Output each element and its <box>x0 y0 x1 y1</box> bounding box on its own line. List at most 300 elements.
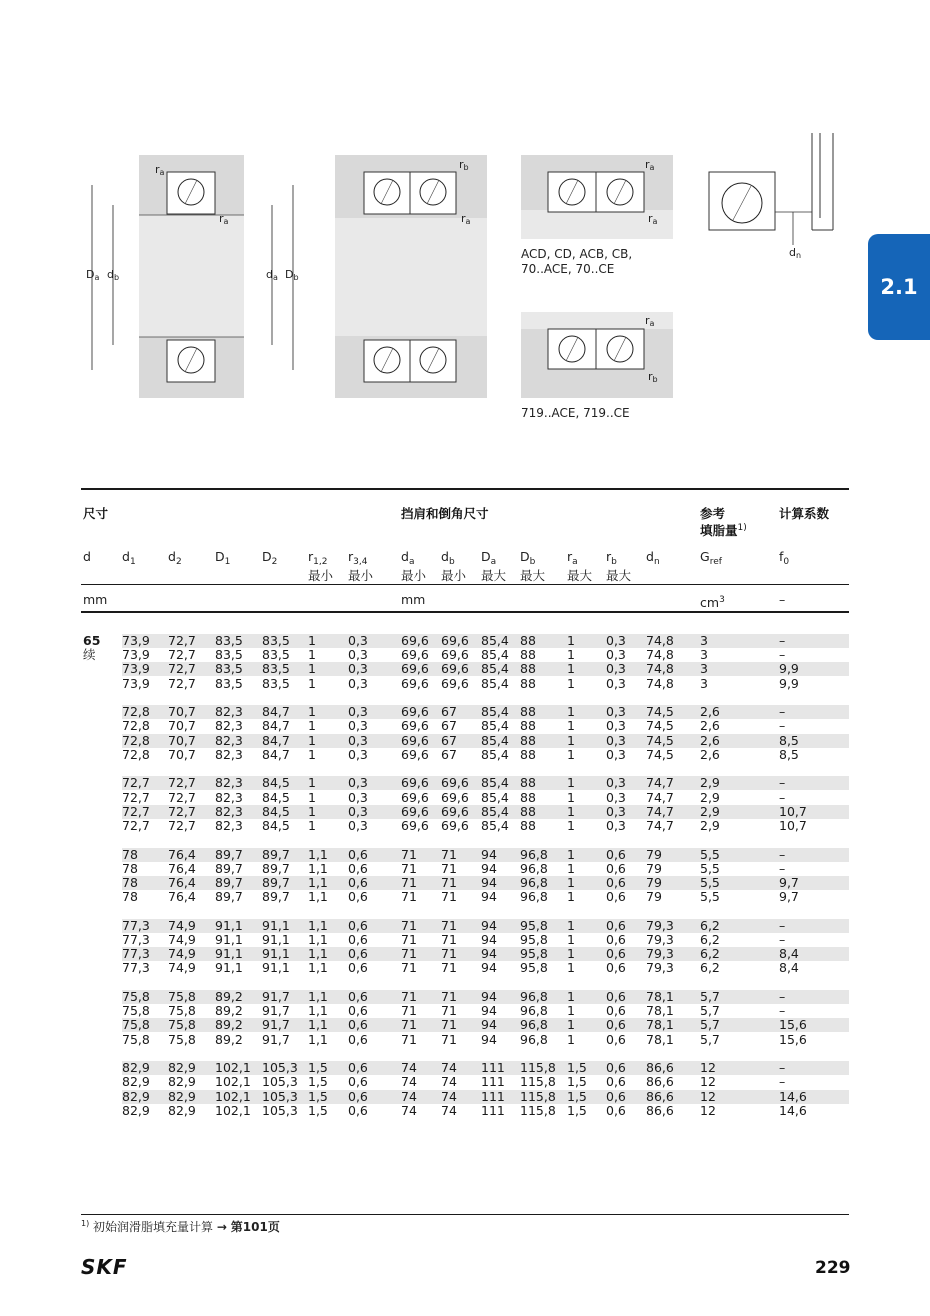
column-header-da: $d_a$ 最小 <box>401 549 427 583</box>
cell-ra: 1 <box>567 789 575 805</box>
cell-rb: 0,3 <box>606 704 626 720</box>
cell-Db: 95,8 <box>520 960 548 976</box>
cell-D2: 91,1 <box>262 932 290 947</box>
cell-d2: 72,7 <box>168 803 196 819</box>
cell-d1: 77,3 <box>122 932 150 947</box>
footnote-rule <box>81 1214 849 1215</box>
cell-dn: 79 <box>646 889 662 905</box>
cell-Db: 88 <box>520 647 536 663</box>
cell-D1: 91,1 <box>215 917 243 933</box>
cell-db: 71 <box>441 917 457 933</box>
cell-Gref: 2,9 <box>700 775 720 791</box>
cell-ra: 1 <box>567 917 575 933</box>
cell-da: 69,6 <box>401 647 429 663</box>
cell-da: 71 <box>401 860 417 876</box>
label-db: $d_b$ <box>107 268 120 282</box>
cell-d2: 75,8 <box>168 1003 196 1019</box>
footnote-page-link[interactable]: 第101页 <box>230 1220 280 1234</box>
cell-r12: 1,5 <box>308 1060 328 1076</box>
cell-D1: 89,7 <box>215 860 243 876</box>
cell-D1: 102,1 <box>215 1088 251 1104</box>
diagram-paired-bearings <box>335 155 487 398</box>
cell-Db: 88 <box>520 633 536 648</box>
cell-r34: 0,3 <box>348 675 368 691</box>
cell-r12: 1,1 <box>308 1003 328 1019</box>
label-ra-1: $r_a$ <box>155 163 165 177</box>
cell-rb: 0,3 <box>606 647 626 663</box>
cell-Da: 94 <box>481 889 497 905</box>
column-header-D2: $D_2$ <box>262 549 278 567</box>
cell-d1: 72,8 <box>122 718 150 734</box>
cell-D1: 82,3 <box>215 818 243 833</box>
cell-da: 74 <box>401 1074 417 1090</box>
cell-dn: 86,6 <box>646 1060 674 1076</box>
cell-da: 71 <box>401 875 417 890</box>
cell-Gref: 2,6 <box>700 732 720 748</box>
cell-D1: 82,3 <box>215 746 243 762</box>
cell-Gref: 5,5 <box>700 860 720 876</box>
cell-ra: 1 <box>567 675 575 691</box>
cell-r34: 0,6 <box>348 875 368 890</box>
cell-f0: – <box>779 1003 786 1019</box>
cell-da: 69,6 <box>401 704 429 720</box>
cell-d1: 73,9 <box>122 675 150 691</box>
cell-D2: 89,7 <box>262 889 290 905</box>
cell-d2: 70,7 <box>168 718 196 734</box>
cell-D2: 89,7 <box>262 860 290 876</box>
cell-Da: 111 <box>481 1102 505 1118</box>
cell-d2: 76,4 <box>168 846 196 862</box>
cell-Da: 94 <box>481 1017 497 1033</box>
cell-Db: 88 <box>520 818 536 833</box>
cell-ra: 1 <box>567 1031 575 1047</box>
cell-da: 71 <box>401 946 417 962</box>
cell-Gref: 6,2 <box>700 932 720 947</box>
cell-da: 69,6 <box>401 718 429 734</box>
cell-da: 69,6 <box>401 661 429 677</box>
cell-da: 71 <box>401 989 417 1004</box>
cell-d1: 72,7 <box>122 775 150 791</box>
cell-D2: 91,7 <box>262 1003 290 1019</box>
cell-rb: 0,6 <box>606 1017 626 1033</box>
header-abutment: 挡肩和倒角尺寸 <box>401 506 489 521</box>
cell-ra: 1 <box>567 818 575 833</box>
cell-Da: 85,4 <box>481 647 509 663</box>
cell-f0: – <box>779 775 786 791</box>
cell-da: 71 <box>401 1003 417 1019</box>
cell-f0: – <box>779 718 786 734</box>
cell-f0: 8,4 <box>779 946 799 962</box>
cell-ra: 1,5 <box>567 1088 587 1104</box>
cell-ra: 1 <box>567 647 575 663</box>
cell-r12: 1 <box>308 775 316 791</box>
cell-d2: 82,9 <box>168 1102 196 1118</box>
cell-dn: 74,7 <box>646 775 674 791</box>
column-header-db: $d_b$ 最小 <box>441 549 467 583</box>
cell-rb: 0,6 <box>606 846 626 862</box>
cell-r34: 0,6 <box>348 989 368 1004</box>
cell-D2: 84,5 <box>262 775 290 791</box>
cell-ra: 1 <box>567 875 575 890</box>
cell-dn: 78,1 <box>646 1017 674 1033</box>
cell-da: 69,6 <box>401 746 429 762</box>
cell-d2: 76,4 <box>168 889 196 905</box>
cell-Gref: 2,6 <box>700 704 720 720</box>
cell-dn: 79 <box>646 846 662 862</box>
cell-ra: 1 <box>567 732 575 748</box>
cell-Gref: 12 <box>700 1074 716 1090</box>
cell-r12: 1 <box>308 633 316 648</box>
cell-D2: 83,5 <box>262 633 290 648</box>
cell-db: 67 <box>441 732 457 748</box>
cell-Db: 88 <box>520 803 536 819</box>
cell-D1: 91,1 <box>215 960 243 976</box>
cell-da: 71 <box>401 1031 417 1047</box>
cell-db: 74 <box>441 1088 457 1104</box>
cell-Da: 94 <box>481 1003 497 1019</box>
cell-dn: 79,3 <box>646 960 674 976</box>
cell-f0: 14,6 <box>779 1102 807 1118</box>
cell-dn: 78,1 <box>646 1031 674 1047</box>
cell-d1: 78 <box>122 846 138 862</box>
diagram-dn-detail <box>709 133 833 245</box>
cell-d1: 72,7 <box>122 803 150 819</box>
cell-f0: 10,7 <box>779 818 807 833</box>
label-ra-2: $r_a$ <box>219 212 229 226</box>
cell-f0: 15,6 <box>779 1031 807 1047</box>
cell-Da: 111 <box>481 1060 505 1076</box>
cell-db: 71 <box>441 860 457 876</box>
cell-db: 69,6 <box>441 803 469 819</box>
cell-r34: 0,3 <box>348 718 368 734</box>
cell-D2: 105,3 <box>262 1102 298 1118</box>
cell-Da: 85,4 <box>481 732 509 748</box>
cell-Da: 94 <box>481 946 497 962</box>
cell-D1: 82,3 <box>215 704 243 720</box>
cell-f0: 14,6 <box>779 1088 807 1104</box>
cell-Gref: 6,2 <box>700 946 720 962</box>
cell-Da: 85,4 <box>481 718 509 734</box>
label-Db: $D_b$ <box>285 268 299 282</box>
cell-D1: 89,2 <box>215 1003 243 1019</box>
cell-dn: 79 <box>646 875 662 890</box>
cell-Gref: 6,2 <box>700 960 720 976</box>
cell-r34: 0,3 <box>348 732 368 748</box>
cell-Db: 96,8 <box>520 1003 548 1019</box>
cell-d1: 72,8 <box>122 732 150 748</box>
cell-r12: 1,1 <box>308 860 328 876</box>
cell-Gref: 5,5 <box>700 846 720 862</box>
cell-Da: 85,4 <box>481 661 509 677</box>
cell-D1: 82,3 <box>215 775 243 791</box>
cell-Db: 96,8 <box>520 989 548 1004</box>
cell-Da: 111 <box>481 1074 505 1090</box>
cell-ra: 1 <box>567 889 575 905</box>
cell-r12: 1,1 <box>308 932 328 947</box>
section-tab-badge[interactable]: 2.1 <box>868 234 930 340</box>
cell-d1: 73,9 <box>122 647 150 663</box>
cell-da: 69,6 <box>401 675 429 691</box>
cell-r34: 0,6 <box>348 889 368 905</box>
cell-dn: 74,5 <box>646 718 674 734</box>
column-header-d2: $d_2$ <box>168 549 182 567</box>
cell-dn: 74,8 <box>646 647 674 663</box>
cell-d2: 82,9 <box>168 1074 196 1090</box>
cell-f0: – <box>779 846 786 862</box>
cell-D2: 84,7 <box>262 746 290 762</box>
cell-D1: 83,5 <box>215 661 243 677</box>
cell-d2: 74,9 <box>168 932 196 947</box>
cell-Da: 94 <box>481 989 497 1004</box>
unit-mm-abut: mm <box>401 592 426 607</box>
cell-rb: 0,6 <box>606 1102 626 1118</box>
cell-D1: 89,2 <box>215 989 243 1004</box>
cell-D2: 91,7 <box>262 1031 290 1047</box>
cell-f0: 9,9 <box>779 661 799 677</box>
cell-Db: 115,8 <box>520 1102 556 1118</box>
cell-r12: 1 <box>308 675 316 691</box>
cell-Db: 88 <box>520 732 536 748</box>
cell-Gref: 2,9 <box>700 818 720 833</box>
label-da: $d_a$ <box>266 268 278 282</box>
cell-rb: 0,3 <box>606 803 626 819</box>
cell-ra: 1,5 <box>567 1060 587 1076</box>
cell-Db: 88 <box>520 675 536 691</box>
cell-dn: 74,5 <box>646 746 674 762</box>
label-ra-3: $r_a$ <box>461 212 471 226</box>
cell-db: 69,6 <box>441 661 469 677</box>
label-dn: $d_n$ <box>789 246 802 260</box>
cell-da: 71 <box>401 960 417 976</box>
cell-db: 71 <box>441 889 457 905</box>
cell-db: 69,6 <box>441 675 469 691</box>
cell-rb: 0,3 <box>606 718 626 734</box>
unit-factor: – <box>779 592 786 607</box>
cell-dn: 74,8 <box>646 633 674 648</box>
cell-rb: 0,6 <box>606 1003 626 1019</box>
cell-Da: 94 <box>481 932 497 947</box>
cell-da: 69,6 <box>401 775 429 791</box>
cell-db: 69,6 <box>441 647 469 663</box>
cell-da: 71 <box>401 889 417 905</box>
cell-Da: 85,4 <box>481 775 509 791</box>
cell-r34: 0,6 <box>348 946 368 962</box>
cell-f0: – <box>779 789 786 805</box>
cell-dn: 74,8 <box>646 675 674 691</box>
cell-r34: 0,6 <box>348 1088 368 1104</box>
cell-D2: 84,5 <box>262 803 290 819</box>
cell-db: 67 <box>441 718 457 734</box>
cell-r34: 0,3 <box>348 704 368 720</box>
cell-r12: 1,1 <box>308 989 328 1004</box>
cell-dn: 74,5 <box>646 704 674 720</box>
bore-d-value: 65 <box>83 633 101 648</box>
cell-f0: 15,6 <box>779 1017 807 1033</box>
cell-d2: 82,9 <box>168 1088 196 1104</box>
cell-r12: 1 <box>308 803 316 819</box>
cell-f0: 8,5 <box>779 746 799 762</box>
cell-r34: 0,6 <box>348 917 368 933</box>
cell-D1: 82,3 <box>215 732 243 748</box>
cell-d2: 76,4 <box>168 860 196 876</box>
cell-r12: 1 <box>308 647 316 663</box>
cell-db: 67 <box>441 746 457 762</box>
cell-D2: 84,5 <box>262 818 290 833</box>
header-mid-rule <box>81 584 849 585</box>
cell-ra: 1 <box>567 1017 575 1033</box>
cell-Gref: 3 <box>700 633 708 648</box>
cell-ra: 1 <box>567 989 575 1004</box>
cell-f0: 9,9 <box>779 675 799 691</box>
cell-d1: 72,8 <box>122 746 150 762</box>
cell-d1: 72,7 <box>122 789 150 805</box>
cell-r12: 1,1 <box>308 1031 328 1047</box>
cell-D2: 91,1 <box>262 946 290 962</box>
label-ra-6: $r_a$ <box>645 314 655 328</box>
cell-Gref: 3 <box>700 647 708 663</box>
cell-r12: 1,1 <box>308 875 328 890</box>
table-top-rule <box>81 488 849 490</box>
cell-da: 69,6 <box>401 732 429 748</box>
cell-Gref: 5,7 <box>700 989 720 1004</box>
cell-Gref: 5,7 <box>700 1003 720 1019</box>
cell-dn: 78,1 <box>646 1003 674 1019</box>
cell-d1: 75,8 <box>122 1017 150 1033</box>
footnote: $^{1)}$ 初始润滑脂填充量计算 → 第101页 <box>81 1219 280 1234</box>
cell-db: 71 <box>441 1003 457 1019</box>
cell-da: 71 <box>401 932 417 947</box>
cell-ra: 1 <box>567 946 575 962</box>
cell-D1: 102,1 <box>215 1074 251 1090</box>
cell-r12: 1,5 <box>308 1088 328 1104</box>
cell-r34: 0,3 <box>348 789 368 805</box>
cell-D1: 91,1 <box>215 946 243 962</box>
cell-f0: 9,7 <box>779 889 799 905</box>
cell-D1: 91,1 <box>215 932 243 947</box>
cell-r34: 0,6 <box>348 1060 368 1076</box>
cell-Gref: 5,7 <box>700 1031 720 1047</box>
cell-r34: 0,6 <box>348 932 368 947</box>
cell-r12: 1 <box>308 704 316 720</box>
cell-r12: 1 <box>308 746 316 762</box>
cell-f0: 8,4 <box>779 960 799 976</box>
skf-logo: SKF <box>81 1255 128 1279</box>
cell-dn: 86,6 <box>646 1074 674 1090</box>
cell-Da: 94 <box>481 960 497 976</box>
cell-Db: 95,8 <box>520 917 548 933</box>
cell-d1: 72,8 <box>122 704 150 720</box>
cell-D1: 89,7 <box>215 846 243 862</box>
cell-Da: 85,4 <box>481 789 509 805</box>
cell-da: 74 <box>401 1060 417 1076</box>
cell-r12: 1 <box>308 789 316 805</box>
label-ra-4: $r_a$ <box>645 158 655 172</box>
cell-D1: 82,3 <box>215 789 243 805</box>
cell-f0: – <box>779 932 786 947</box>
cell-Db: 115,8 <box>520 1060 556 1076</box>
cell-rb: 0,3 <box>606 818 626 833</box>
cell-r12: 1,1 <box>308 917 328 933</box>
cell-Db: 88 <box>520 789 536 805</box>
cell-rb: 0,6 <box>606 1088 626 1104</box>
cell-da: 74 <box>401 1102 417 1118</box>
cell-Da: 94 <box>481 917 497 933</box>
column-header-r34: $r_{3,4}$ 最小 <box>348 549 374 583</box>
cell-Gref: 6,2 <box>700 917 720 933</box>
cell-r34: 0,3 <box>348 647 368 663</box>
cell-da: 69,6 <box>401 789 429 805</box>
cell-r34: 0,6 <box>348 846 368 862</box>
arrow-right-icon: → <box>216 1220 227 1234</box>
column-header-d: d <box>83 549 91 564</box>
cell-d1: 75,8 <box>122 1003 150 1019</box>
column-header-f0: $f_0$ <box>779 549 790 567</box>
cell-Db: 96,8 <box>520 1017 548 1033</box>
cell-d2: 76,4 <box>168 875 196 890</box>
header-bottom-rule <box>81 611 849 613</box>
cell-ra: 1 <box>567 860 575 876</box>
cell-ra: 1 <box>567 932 575 947</box>
cell-d2: 72,7 <box>168 633 196 648</box>
cell-d2: 75,8 <box>168 989 196 1004</box>
cell-Da: 94 <box>481 846 497 862</box>
unit-cm3: $cm^3$ <box>700 595 725 610</box>
cell-dn: 74,7 <box>646 789 674 805</box>
cell-r12: 1,1 <box>308 1017 328 1033</box>
cell-rb: 0,3 <box>606 661 626 677</box>
cell-D1: 82,3 <box>215 718 243 734</box>
cell-rb: 0,3 <box>606 746 626 762</box>
cell-D1: 82,3 <box>215 803 243 819</box>
cell-f0: – <box>779 704 786 720</box>
cell-d1: 77,3 <box>122 946 150 962</box>
cell-D1: 102,1 <box>215 1102 251 1118</box>
cell-db: 69,6 <box>441 775 469 791</box>
cell-da: 69,6 <box>401 818 429 833</box>
cell-D2: 105,3 <box>262 1088 298 1104</box>
cell-db: 71 <box>441 875 457 890</box>
cell-dn: 74,8 <box>646 661 674 677</box>
cell-Da: 94 <box>481 1031 497 1047</box>
cell-r12: 1,1 <box>308 889 328 905</box>
cell-dn: 79,3 <box>646 946 674 962</box>
cell-Db: 88 <box>520 661 536 677</box>
cell-rb: 0,6 <box>606 1031 626 1047</box>
cell-dn: 79 <box>646 860 662 876</box>
cell-d1: 73,9 <box>122 661 150 677</box>
cell-Gref: 2,6 <box>700 746 720 762</box>
page-number: 229 <box>815 1258 851 1278</box>
cell-d1: 78 <box>122 889 138 905</box>
cell-da: 69,6 <box>401 803 429 819</box>
cell-d1: 75,8 <box>122 1031 150 1047</box>
label-ra-5: $r_a$ <box>648 212 658 226</box>
cell-Gref: 3 <box>700 675 708 691</box>
cell-ra: 1 <box>567 661 575 677</box>
cell-Db: 88 <box>520 704 536 720</box>
cell-db: 71 <box>441 1017 457 1033</box>
cell-rb: 0,3 <box>606 675 626 691</box>
column-header-rb: $r_b$ 最大 <box>606 549 632 583</box>
cell-D2: 84,5 <box>262 789 290 805</box>
cell-ra: 1 <box>567 718 575 734</box>
cell-D1: 89,7 <box>215 889 243 905</box>
cell-dn: 74,7 <box>646 818 674 833</box>
cell-r12: 1 <box>308 661 316 677</box>
cell-da: 71 <box>401 846 417 862</box>
cell-db: 74 <box>441 1102 457 1118</box>
cell-Da: 85,4 <box>481 803 509 819</box>
